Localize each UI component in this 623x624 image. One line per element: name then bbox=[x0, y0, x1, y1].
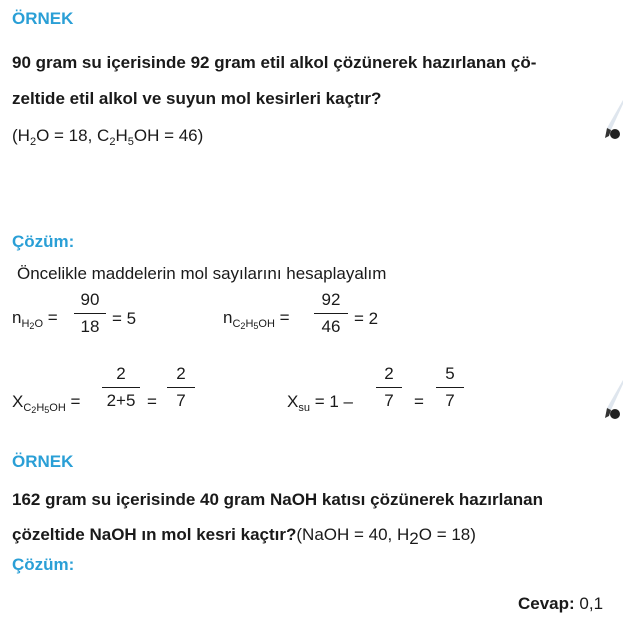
n-alcohol-label: $n_{C_2H_5OH}$ = bbox=[223, 308, 290, 331]
pencil-icon bbox=[605, 100, 623, 140]
x-alcohol-fraction-1: 2 2+5 bbox=[102, 363, 140, 412]
question-line-2: çözeltide NaOH ın mol kesri kaçtır?(NaOH = 40, $H_2O = 18$) bbox=[12, 525, 476, 548]
n-alcohol-fraction: 92 46 bbox=[314, 289, 348, 338]
solution-heading: Çözüm: bbox=[12, 555, 75, 574]
x-water-fraction-1: 2 7 bbox=[376, 363, 402, 412]
example-heading: ÖRNEK bbox=[12, 452, 74, 471]
solution-intro: Öncelikle maddelerin mol sayılarını hesaplayalım bbox=[17, 264, 387, 283]
pencil-icon bbox=[605, 380, 623, 420]
given-values: ($H_2O = 18$, $C_2H_5OH = 46$) bbox=[12, 126, 204, 148]
question-line-1: 162 gram su içerisinde 40 gram NaOH katısı çözünerek hazırlanan bbox=[12, 490, 544, 509]
n-water-label: $n_{H_2O}$ = bbox=[12, 308, 58, 331]
x-water-equals: = bbox=[414, 392, 424, 411]
n-alcohol-result: = 2 bbox=[354, 309, 379, 328]
n-water-result: = 5 bbox=[112, 309, 137, 328]
answer: Cevap: 0,1 bbox=[518, 594, 604, 613]
x-alcohol-label: $X_{C_2H_5OH}$ = bbox=[12, 392, 81, 415]
x-alcohol-equals: = bbox=[147, 392, 157, 411]
n-water-fraction: 90 18 bbox=[74, 289, 106, 338]
question-line-1: 90 gram su içerisinde 92 gram etil alkol çözünerek hazırlanan çö- bbox=[12, 53, 537, 72]
x-water-label: $X_{su} = 1$ – bbox=[287, 392, 353, 414]
solution-heading: Çözüm: bbox=[12, 232, 75, 251]
example-heading: ÖRNEK bbox=[12, 9, 74, 28]
x-alcohol-fraction-2: 2 7 bbox=[167, 363, 195, 412]
question-line-2: zeltide etil alkol ve suyun mol kesirleri kaçtır? bbox=[12, 89, 382, 108]
x-water-fraction-2: 5 7 bbox=[436, 363, 464, 412]
